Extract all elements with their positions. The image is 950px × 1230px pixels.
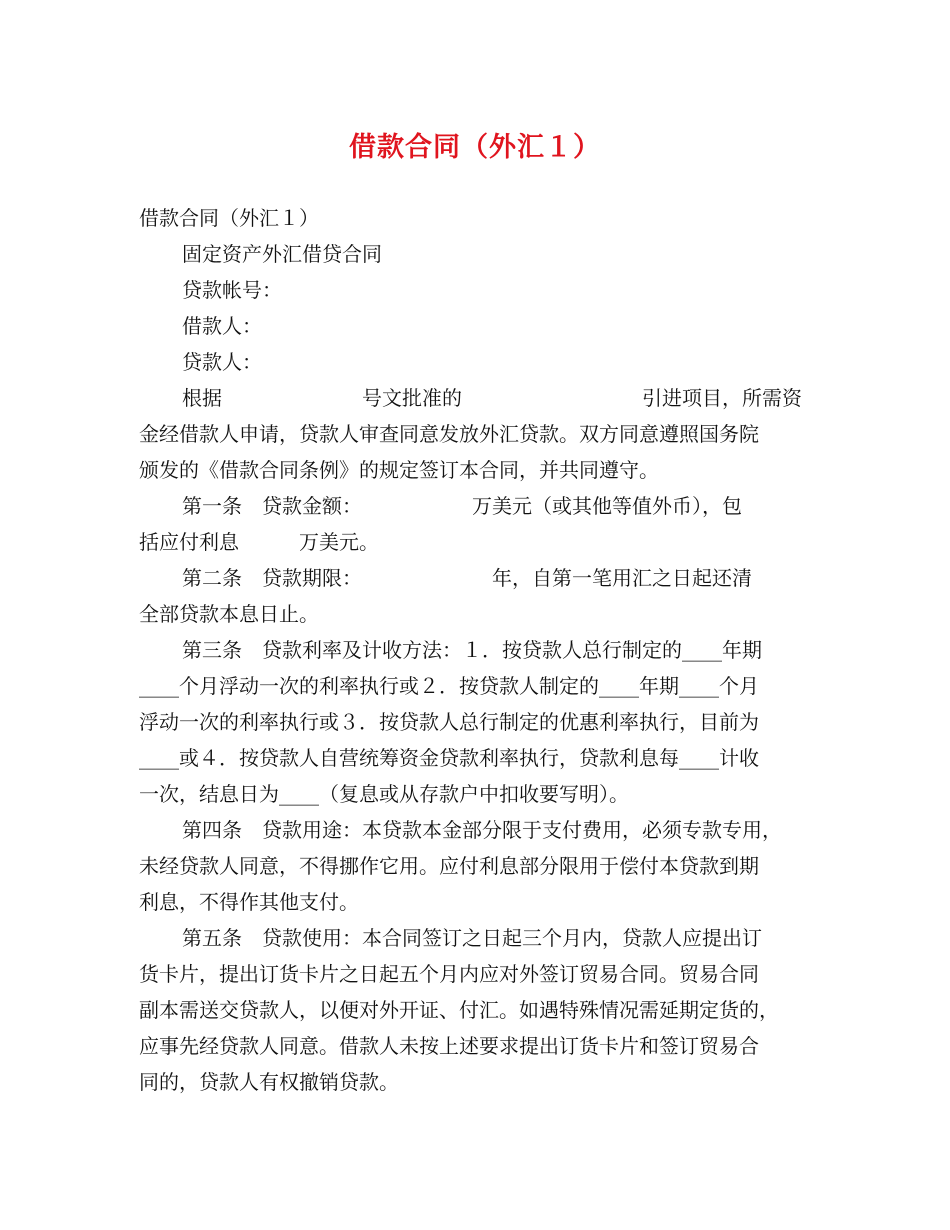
paragraph-line: 根据 号文批准的 引进项目，所需资 [182, 386, 802, 410]
article-2-line: 第二条 贷款期限： 年，自第一笔用汇之日起还清 [182, 566, 752, 590]
heading-line: 借款合同（外汇１） [139, 206, 319, 230]
paragraph-line: 颁发的《借款合同条例》的规定签订本合同，并共同遵守。 [139, 458, 659, 482]
article-4-line: 未经贷款人同意，不得挪作它用。应付利息部分限用于偿付本贷款到期 [139, 854, 759, 878]
article-4-line: 第四条 贷款用途：本贷款本金部分限于支付费用，必须专款专用， [182, 818, 782, 842]
article-1-line: 第一条 贷款金额： 万美元（或其他等值外币），包 [182, 494, 742, 518]
article-3-line: ____个月浮动一次的利率执行或２．按贷款人制定的____年期____个月 [139, 674, 759, 698]
paragraph-line: 金经借款人申请，贷款人审查同意发放外汇贷款。双方同意遵照国务院 [139, 422, 759, 446]
article-3-line: 浮动一次的利率执行或３．按贷款人总行制定的优惠利率执行，目前为 [139, 710, 759, 734]
article-3-line: ____或４．按贷款人自营统筹资金贷款利率执行，贷款利息每____计收 [139, 746, 759, 770]
article-5-line: 副本需送交贷款人，以便对外开证、付汇。如遇特殊情况需延期定货的， [139, 998, 779, 1022]
subtitle-line: 固定资产外汇借贷合同 [182, 242, 382, 266]
article-4-line: 利息，不得作其他支付。 [139, 890, 359, 914]
article-5-line: 第五条 贷款使用：本合同签订之日起三个月内，贷款人应提出订 [182, 926, 762, 950]
borrower-line: 借款人： [182, 314, 262, 338]
document-title: 借款合同（外汇１） [349, 132, 601, 163]
article-5-line: 应事先经贷款人同意。借款人未按上述要求提出订货卡片和签订贸易合 [139, 1034, 759, 1058]
article-2-line: 全部贷款本息日止。 [139, 602, 319, 626]
article-5-line: 同的，贷款人有权撤销贷款。 [139, 1070, 399, 1094]
article-5-line: 货卡片，提出订货卡片之日起五个月内应对外签订贸易合同。贸易合同 [139, 962, 759, 986]
article-3-line: 第三条 贷款利率及计收方法：１．按贷款人总行制定的____年期 [182, 638, 762, 662]
article-3-line: 一次，结息日为____（复息或从存款户中扣收要写明）。 [139, 782, 629, 806]
document-body [139, 200, 815, 1100]
lender-line: 贷款人： [182, 350, 262, 374]
account-number-line: 贷款帐号： [182, 278, 282, 302]
article-1-line: 括应付利息 万美元。 [139, 530, 379, 554]
